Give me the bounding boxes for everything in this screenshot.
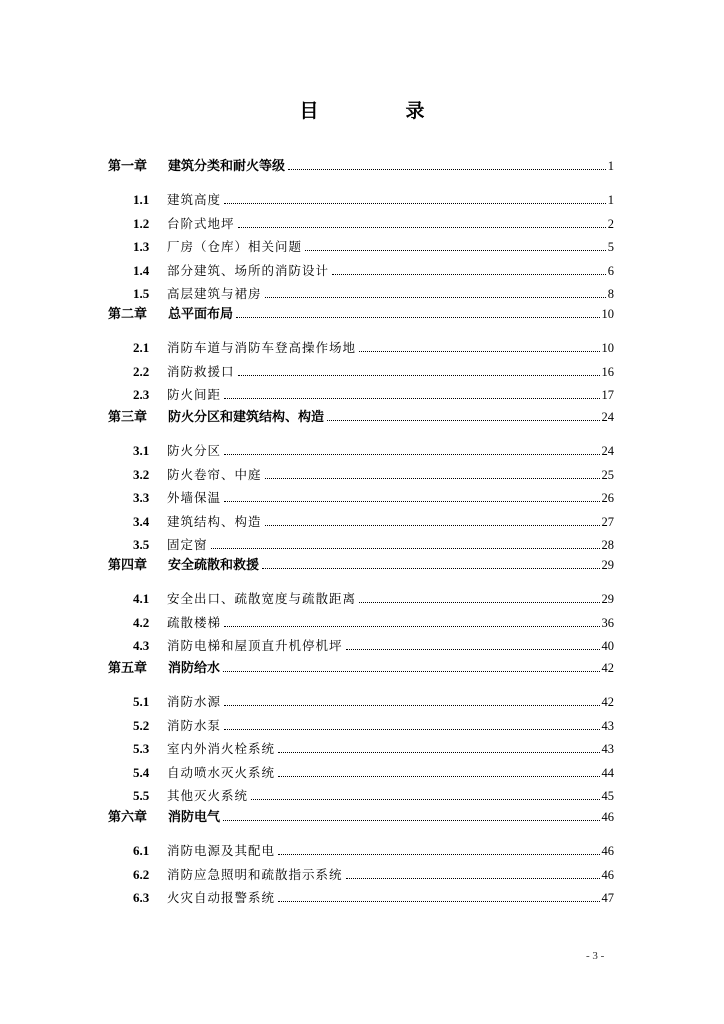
toc-leader-dots xyxy=(224,454,599,455)
toc-entry-title: 外墙保温 xyxy=(167,490,222,505)
toc-leader-dots xyxy=(224,501,599,502)
toc-entry-number: 3.1 xyxy=(133,443,150,458)
page-number: - 3 - xyxy=(586,950,605,962)
toc-chapter-entry[interactable] xyxy=(108,302,614,322)
toc-entry-number: 1.1 xyxy=(133,192,150,207)
toc-section-entry[interactable] xyxy=(108,259,614,279)
toc-entry-page: 2 xyxy=(607,216,614,231)
toc-entry-number: 5.1 xyxy=(133,694,150,709)
toc-entry-number: 3.4 xyxy=(133,513,150,529)
toc-entry-number: 3.2 xyxy=(133,466,150,482)
toc-entry-title: 消防给水 xyxy=(168,661,221,676)
toc-entry-page: 29 xyxy=(601,592,614,606)
toc-entry-title: 建筑高度 xyxy=(167,192,222,207)
toc-entry-title: 其他灭火系统 xyxy=(167,788,249,803)
toc-entry-title: 防火卷帘、中庭 xyxy=(167,466,262,482)
toc-entry-number: 5.2 xyxy=(133,717,150,733)
toc-leader-dots xyxy=(346,878,600,879)
toc-entry-title: 消防电源及其配电 xyxy=(167,843,276,858)
toc-chapter-entry[interactable] xyxy=(108,405,614,425)
toc-entry-page: 6 xyxy=(607,263,614,278)
toc-section-entry[interactable] xyxy=(108,784,614,804)
toc-section-entry[interactable] xyxy=(108,737,614,757)
toc-entry-number: 第五章 xyxy=(108,660,148,675)
toc-entry-title: 消防车道与消防车登高操作场地 xyxy=(167,340,357,355)
toc-section-entry[interactable] xyxy=(108,761,614,781)
toc-section-entry[interactable] xyxy=(108,282,614,302)
toc-entry-page: 44 xyxy=(601,765,614,780)
toc-leader-dots xyxy=(278,752,599,753)
toc-chapter-entry[interactable] xyxy=(108,553,614,573)
toc-leader-dots xyxy=(278,901,599,902)
toc-leader-dots xyxy=(224,705,599,706)
toc-entry-number: 6.2 xyxy=(133,866,150,882)
toc-leader-dots xyxy=(236,317,599,318)
toc-entry-page: 42 xyxy=(601,661,614,675)
toc-chapter-entry[interactable] xyxy=(108,154,614,174)
toc-entry-title: 室内外消火栓系统 xyxy=(167,741,276,756)
toc-entry-number: 5.3 xyxy=(133,741,150,756)
toc-entry-page: 45 xyxy=(601,789,614,803)
toc-section-entry[interactable] xyxy=(108,714,614,734)
toc-entry-page: 5 xyxy=(607,240,614,254)
toc-section-entry[interactable] xyxy=(108,463,614,483)
toc-section-entry[interactable] xyxy=(108,839,614,859)
toc-entry-title: 总平面布局 xyxy=(168,307,234,322)
toc-entry-number: 1.3 xyxy=(133,239,150,254)
toc-entry-title: 自动喷水灭火系统 xyxy=(167,764,276,780)
toc-entry-number: 第二章 xyxy=(108,306,148,321)
toc-entry-title: 厂房（仓库）相关问题 xyxy=(167,239,303,254)
toc-entry-title: 防火间距 xyxy=(167,387,222,402)
toc-entry-page: 10 xyxy=(601,307,614,321)
toc-entry-page: 24 xyxy=(601,410,614,424)
toc-entry-number: 第六章 xyxy=(108,809,148,824)
toc-leader-dots xyxy=(359,351,599,352)
toc-entry-number: 2.1 xyxy=(133,340,150,355)
toc-entry-title: 火灾自动报警系统 xyxy=(167,890,276,905)
toc-section-entry[interactable] xyxy=(108,360,614,380)
toc-entry-page: 26 xyxy=(601,491,614,505)
toc-section-entry[interactable] xyxy=(108,690,614,710)
toc-entry-number: 3.3 xyxy=(133,490,150,505)
toc-entry-number: 1.4 xyxy=(133,262,150,278)
toc-section-entry[interactable] xyxy=(108,486,614,506)
toc-chapter-entry[interactable] xyxy=(108,656,614,676)
toc-entry-page: 25 xyxy=(601,467,614,482)
toc-entry-title: 防火分区 xyxy=(167,443,222,458)
toc-entry-title: 消防电梯和屋顶直升机停机坪 xyxy=(167,638,343,653)
toc-section-entry[interactable] xyxy=(108,863,614,883)
toc-section-entry[interactable] xyxy=(108,188,614,208)
toc-entry-page: 24 xyxy=(601,444,614,458)
toc-section-entry[interactable] xyxy=(108,235,614,255)
toc-section-entry[interactable] xyxy=(108,587,614,607)
toc-entry-number: 第四章 xyxy=(108,557,148,572)
toc-section-entry[interactable] xyxy=(108,439,614,459)
toc-entry-number: 3.5 xyxy=(133,537,150,552)
toc-entry-title: 消防水源 xyxy=(167,694,222,709)
toc-leader-dots xyxy=(224,626,599,627)
toc-leader-dots xyxy=(224,203,606,204)
toc-entry-page: 10 xyxy=(601,341,614,355)
toc-entry-page: 29 xyxy=(601,558,614,572)
toc-leader-dots xyxy=(288,169,606,170)
toc-entry-number: 6.3 xyxy=(133,890,150,905)
toc-leader-dots xyxy=(332,274,606,275)
toc-entry-page: 1 xyxy=(607,159,614,173)
toc-entry-title: 安全出口、疏散宽度与疏散距离 xyxy=(167,591,357,606)
toc-entry-title: 建筑结构、构造 xyxy=(167,513,262,529)
toc-entry-number: 5.5 xyxy=(133,788,150,803)
toc-section-entry[interactable] xyxy=(108,886,614,906)
toc-section-entry[interactable] xyxy=(108,533,614,553)
toc-entry-title: 台阶式地坪 xyxy=(167,215,235,231)
toc-leader-dots xyxy=(265,478,600,479)
toc-leader-dots xyxy=(278,854,599,855)
toc-entry-page: 46 xyxy=(601,844,614,858)
toc-section-entry[interactable] xyxy=(108,611,614,631)
toc-entry-number: 4.2 xyxy=(133,614,150,630)
toc-entry-page: 8 xyxy=(607,287,614,301)
toc-entry-title: 部分建筑、场所的消防设计 xyxy=(167,262,330,278)
toc-entry-title: 高层建筑与裙房 xyxy=(167,286,262,301)
toc-leader-dots xyxy=(211,548,600,549)
toc-entry-title: 固定窗 xyxy=(167,537,208,552)
toc-leader-dots xyxy=(224,398,599,399)
toc-leader-dots xyxy=(238,227,606,228)
toc-entry-number: 2.2 xyxy=(133,363,150,379)
toc-entry-page: 40 xyxy=(601,639,614,653)
toc-entry-title: 防火分区和建筑结构、构造 xyxy=(168,410,325,425)
toc-entry-number: 4.1 xyxy=(133,591,150,606)
toc-leader-dots xyxy=(265,297,606,298)
toc-leader-dots xyxy=(223,671,599,672)
toc-entry-number: 第三章 xyxy=(108,409,148,424)
toc-entry-page: 42 xyxy=(601,695,614,709)
toc-section-entry[interactable] xyxy=(108,383,614,403)
toc-leader-dots xyxy=(327,420,599,421)
toc-entry-page: 43 xyxy=(601,718,614,733)
toc-leader-dots xyxy=(224,729,599,730)
toc-entry-page: 46 xyxy=(601,810,614,824)
toc-entry-page: 16 xyxy=(601,364,614,379)
toc-entry-number: 第一章 xyxy=(108,158,148,173)
page-title: 目 录 xyxy=(299,100,459,122)
toc-leader-dots xyxy=(262,568,599,569)
toc-section-entry[interactable] xyxy=(108,212,614,232)
toc-entry-title: 消防电气 xyxy=(168,810,221,825)
toc-entry-page: 27 xyxy=(601,514,614,529)
toc-section-entry[interactable] xyxy=(108,336,614,356)
toc-leader-dots xyxy=(265,525,600,526)
toc-entry-number: 1.5 xyxy=(133,286,150,301)
toc-entry-number: 4.3 xyxy=(133,638,150,653)
toc-entry-number: 2.3 xyxy=(133,387,150,402)
toc-entry-title: 安全疏散和救援 xyxy=(168,558,260,573)
toc-entry-title: 建筑分类和耐火等级 xyxy=(168,159,286,174)
toc-entry-page: 47 xyxy=(601,891,614,905)
toc-section-entry[interactable] xyxy=(108,634,614,654)
toc-section-entry[interactable] xyxy=(108,510,614,530)
toc-entry-title: 消防水泵 xyxy=(167,717,222,733)
toc-entry-page: 17 xyxy=(601,388,614,402)
toc-entry-title: 疏散楼梯 xyxy=(167,614,222,630)
toc-leader-dots xyxy=(238,375,600,376)
toc-entry-page: 36 xyxy=(601,615,614,630)
toc-leader-dots xyxy=(278,776,599,777)
toc-entry-page: 43 xyxy=(601,742,614,756)
toc-leader-dots xyxy=(223,820,599,821)
toc-entry-page: 46 xyxy=(601,867,614,882)
toc-entry-title: 消防应急照明和疏散指示系统 xyxy=(167,866,343,882)
toc-entry-number: 6.1 xyxy=(133,843,150,858)
toc-chapter-entry[interactable] xyxy=(108,805,614,825)
toc-entry-number: 5.4 xyxy=(133,764,150,780)
toc-entry-title: 消防救援口 xyxy=(167,363,235,379)
toc-leader-dots xyxy=(251,799,599,800)
toc-entry-number: 1.2 xyxy=(133,215,150,231)
toc-entry-page: 28 xyxy=(601,538,614,552)
toc-leader-dots xyxy=(346,649,600,650)
toc-entry-page: 1 xyxy=(607,193,614,207)
toc-leader-dots xyxy=(359,602,599,603)
toc-leader-dots xyxy=(305,250,606,251)
